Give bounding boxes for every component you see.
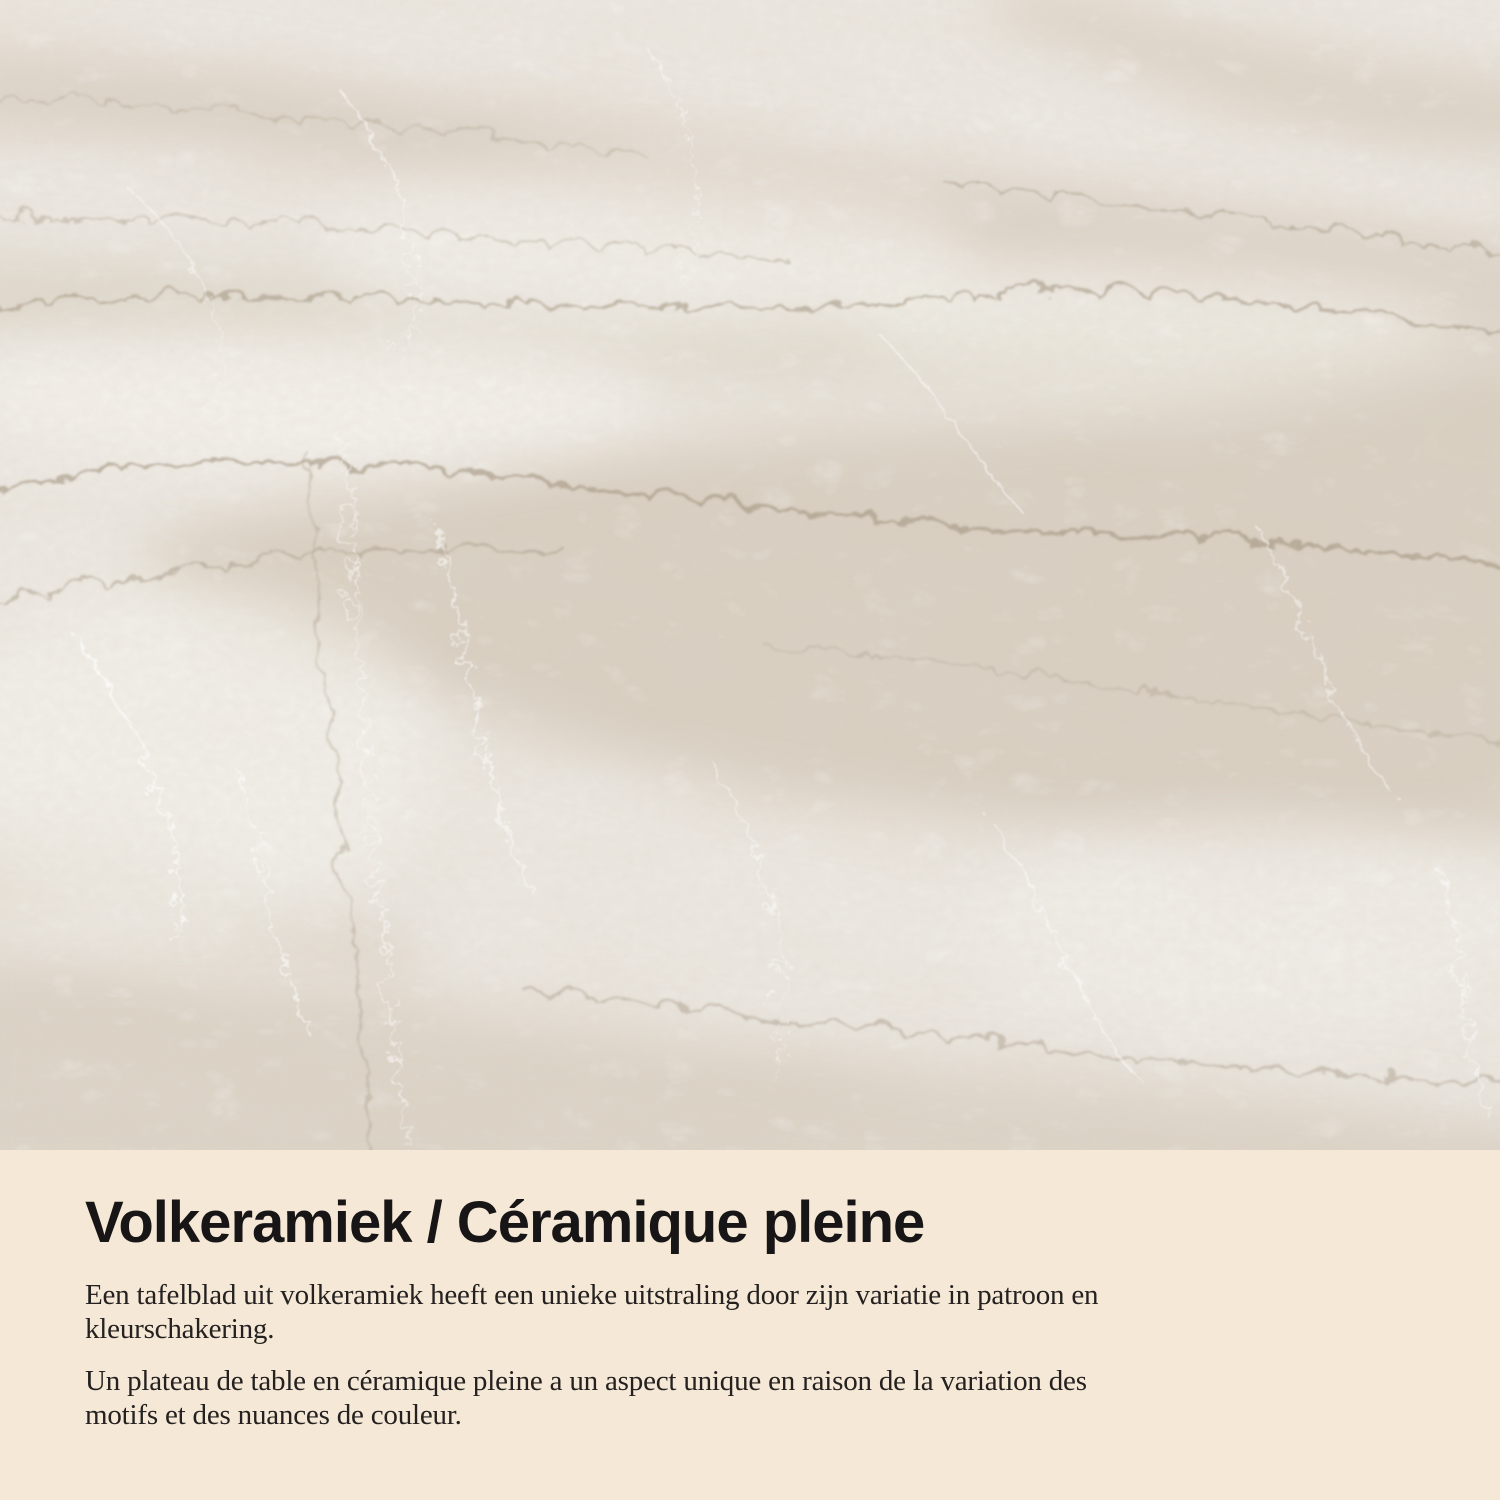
paragraph-line: Een tafelblad uit volkeramiek heeft een unieke uitstraling door zijn variatie in patroon en <box>85 1279 1099 1311</box>
paragraph-line: kleurschakering. <box>85 1313 275 1345</box>
paragraph-dutch <box>85 1278 1415 1346</box>
paragraph-french <box>85 1364 1415 1432</box>
panel-title: Volkeramiek / Céramique pleine <box>85 1190 925 1255</box>
description-panel <box>0 1150 1500 1500</box>
paragraph-line: motifs et des nuances de couleur. <box>85 1399 462 1431</box>
paragraph-line: Un plateau de table en céramique pleine a un aspect unique en raison de la variation des <box>85 1365 1087 1397</box>
